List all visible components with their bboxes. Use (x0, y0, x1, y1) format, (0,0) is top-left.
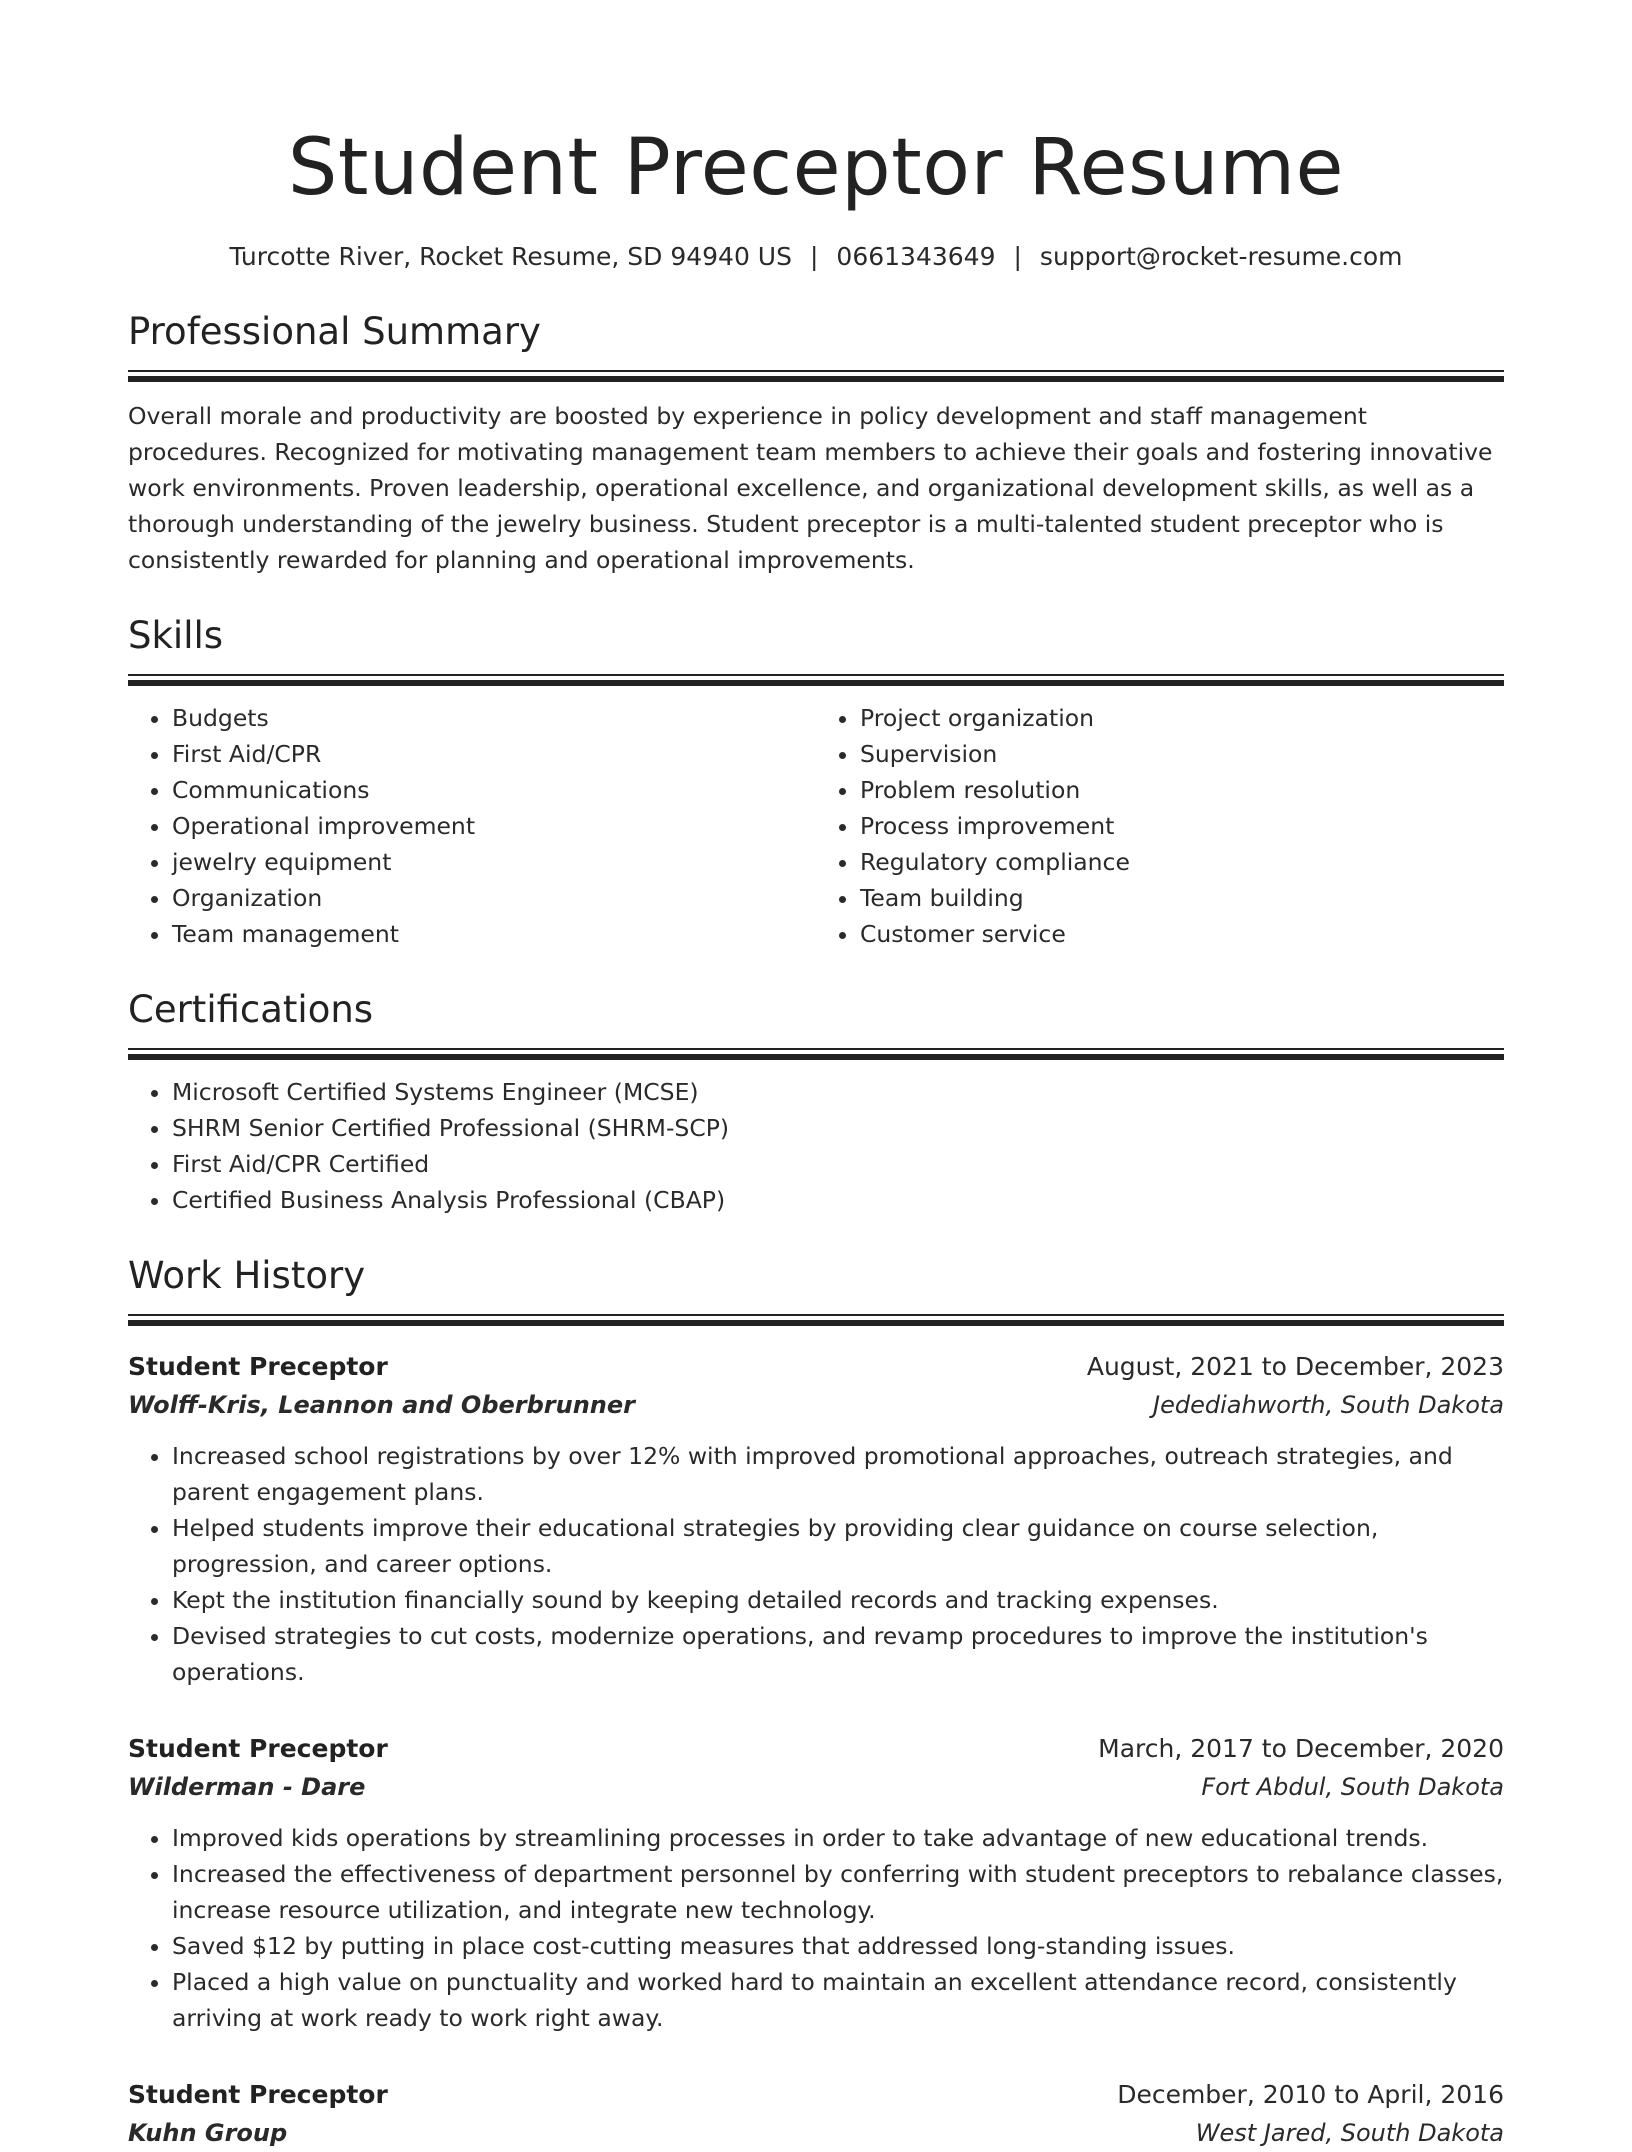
section-divider (128, 674, 1504, 686)
job-company: Wolff-Kris, Leannon and Oberbrunner (128, 1391, 635, 1419)
job-bullet: • Improved kids operations by streamlining processes in order to take advantage of new educational trends. (172, 1820, 1504, 1856)
job-bullet: • Helped students improve their educational strategies by providing clear guidance on course selection, progression, and career options. (172, 1510, 1504, 1582)
job-bullet: • Placed a high value on punctuality and worked hard to maintain an excellent attendance record, consistently arriving at work ready to work right away. (172, 1964, 1504, 2036)
section-certifications (128, 986, 1504, 1218)
skill-item: • Project organization (860, 700, 1504, 736)
section-professional-summary (128, 308, 1504, 578)
contact-email: support@rocket-resume.com (1039, 242, 1403, 271)
skill-item: • jewelry equipment (172, 844, 816, 880)
skill-item: • Regulatory compliance (860, 844, 1504, 880)
section-divider (128, 370, 1504, 382)
contact-line (128, 240, 1504, 274)
skill-item: • First Aid/CPR (172, 736, 816, 772)
skills-grid (128, 686, 1504, 952)
certification-item: • SHRM Senior Certified Professional (SHRM-SCP) (172, 1110, 1504, 1146)
job-dates: August, 2021 to December, 2023 (1086, 1352, 1504, 1381)
contact-separator: | (1013, 242, 1022, 271)
section-divider (128, 1048, 1504, 1060)
certification-item: • Certified Business Analysis Professional (CBAP) (172, 1182, 1504, 1218)
job-dates: March, 2017 to December, 2020 (1098, 1734, 1504, 1763)
job-location: Jedediahworth, South Dakota (1153, 1391, 1504, 1419)
section-divider (128, 1314, 1504, 1326)
job-header-row (128, 1348, 1504, 1386)
job-title: Student Preceptor (128, 1352, 388, 1381)
job-dates: December, 2010 to April, 2016 (1117, 2080, 1504, 2109)
skill-item: • Budgets (172, 700, 816, 736)
job-bullet: • Increased school registrations by over 12% with improved promotional approaches, outreach strategies, and parent engagement plans. (172, 1438, 1504, 1510)
job-company: Wilderman - Dare (128, 1773, 366, 1801)
certifications-list (128, 1074, 1504, 1218)
skill-item: • Team building (860, 880, 1504, 916)
job-company-row (128, 1768, 1504, 1806)
certification-item: • First Aid/CPR Certified (172, 1146, 1504, 1182)
section-skills (128, 612, 1504, 952)
skill-item: • Organization (172, 880, 816, 916)
section-title: Skills (128, 614, 224, 657)
skills-list-right (816, 700, 1504, 952)
skills-list-left (128, 700, 816, 952)
certification-item: • Microsoft Certified Systems Engineer (MCSE) (172, 1074, 1504, 1110)
skill-item: • Team management (172, 916, 816, 952)
resume-title: Student Preceptor Resume (287, 123, 1345, 213)
skill-item: • Problem resolution (860, 772, 1504, 808)
summary-text: Overall morale and productivity are boosted by experience in policy development and staff management procedures. Recognized for motivating management team members to achieve their goals and fostering innovative work environments. Proven leadership, operational excellence, and organizational development skills, as well as a thorough understanding of the jewelry business. Student preceptor is a multi-talented student preceptor who is consistently rewarded for planning and operational improvements. (128, 402, 1493, 574)
job-bullet: • Kept the institution financially sound by keeping detailed records and tracking expenses. (172, 1582, 1504, 1618)
skill-item: • Supervision (860, 736, 1504, 772)
job-bullet: • Saved $12 by putting in place cost-cutting measures that addressed long-standing issues. (172, 1928, 1504, 1964)
job-bullet: • Devised strategies to cut costs, modernize operations, and revamp procedures to improve the institution's operations. (172, 1618, 1504, 1690)
job-entry (128, 1730, 1504, 2036)
job-location: West Jared, South Dakota (1195, 2119, 1504, 2147)
contact-phone: 0661343649 (836, 242, 996, 271)
job-bullets (128, 1820, 1504, 2036)
job-company-row (128, 1386, 1504, 1424)
section-title: Professional Summary (128, 310, 541, 353)
section-title: Certifications (128, 988, 374, 1031)
job-location: Fort Abdul, South Dakota (1201, 1773, 1504, 1801)
job-header-row (128, 2076, 1504, 2114)
section-work-history (128, 1252, 1504, 2152)
job-company: Kuhn Group (128, 2119, 288, 2147)
job-entry (128, 1348, 1504, 1690)
job-header-row (128, 1730, 1504, 1768)
job-title: Student Preceptor (128, 1734, 388, 1763)
contact-separator: | (809, 242, 819, 271)
skill-item: • Process improvement (860, 808, 1504, 844)
job-company-row (128, 2114, 1504, 2152)
job-bullets (128, 1438, 1504, 1690)
skill-item: • Customer service (860, 916, 1504, 952)
contact-address: Turcotte River, Rocket Resume, SD 94940 US (229, 242, 792, 271)
job-entry (128, 2076, 1504, 2152)
skill-item: • Communications (172, 772, 816, 808)
job-bullet: • Increased the effectiveness of department personnel by conferring with student preceptors to rebalance classes, increase resource utilization, and integrate new technology. (172, 1856, 1504, 1928)
job-title: Student Preceptor (128, 2080, 388, 2109)
skill-item: • Operational improvement (172, 808, 816, 844)
section-title: Work History (128, 1254, 366, 1297)
